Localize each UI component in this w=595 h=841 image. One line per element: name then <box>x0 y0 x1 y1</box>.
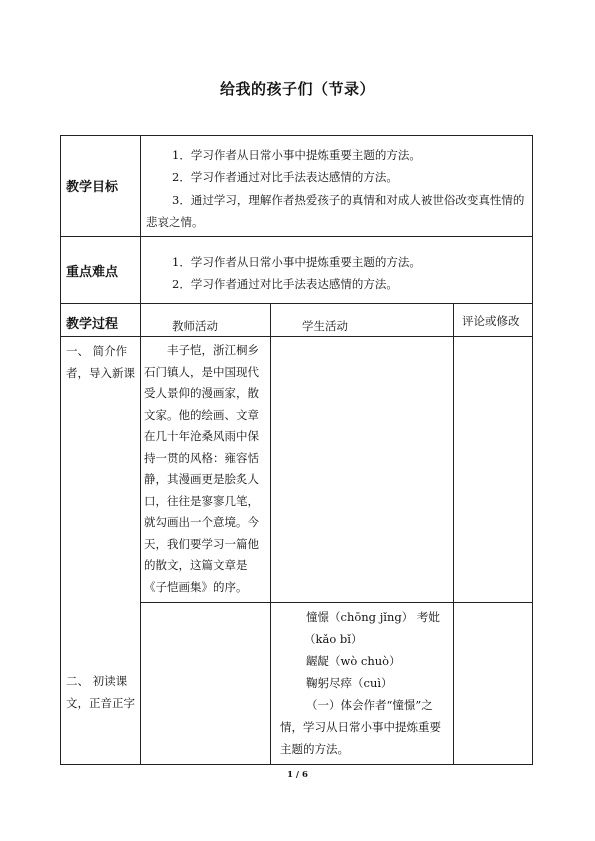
step2-student-line-1: 憧憬（chōng jǐng） 考妣 <box>306 610 440 624</box>
step1-title: 一、 简介作者，导入新课 <box>66 344 135 380</box>
page-number: 1 / 6 <box>287 770 308 780</box>
page-title: 给我的孩子们（节录） <box>219 80 375 98</box>
step2-student-line-6: 情，学习从日常小事中提炼重要 <box>280 720 441 734</box>
column-student-activity: 学生活动 <box>302 319 348 333</box>
step2-student-line-5: （一）体会作者“憧憬”之 <box>306 698 433 712</box>
key-point-item-2: 2．学习作者通过对比手法表达感情的方法。 <box>172 277 398 291</box>
step2-student-line-4: 鞠躬尽瘁（cuì） <box>306 676 393 690</box>
step2-student-line-2: （kǎo bǐ） <box>304 632 363 646</box>
key-points-label: 重点难点 <box>66 265 119 280</box>
step2-student-line-3: 龌龊（wò chuò） <box>306 654 401 668</box>
objectives-label: 教学目标 <box>66 180 119 195</box>
step2-student-line-7: 主题的方法。 <box>280 742 349 756</box>
step2-title: 二、 初读课文，正音正字 <box>66 674 135 710</box>
process-label: 教学过程 <box>66 317 119 332</box>
objective-item-1: 1．学习作者从日常小事中提炼重要主题的方法。 <box>172 148 421 162</box>
step1-teacher-activity: 丰子恺，浙江桐乡石门镇人，是中国现代受人景仰的漫画家，散文家。他的绘画、文章在几十年沧桑风雨中保持一贯的风格：雍容恬静，其漫画更是脍炙人口，往往是寥寥几笔，就勾画出一个意境。今天，我们要学习一篇他的散文，这篇文章是《子恺画集》的序。 <box>144 343 259 594</box>
column-teacher-activity: 教师活动 <box>172 319 218 333</box>
objective-item-2: 2．学习作者通过对比手法表达感情的方法。 <box>172 170 398 184</box>
objective-item-3: 3．通过学习，理解作者热爱孩子的真情和对成人被世俗改变真性情的悲哀之情。 <box>146 193 525 229</box>
column-comment: 评论或修改 <box>462 314 520 328</box>
key-point-item-1: 1．学习作者从日常小事中提炼重要主题的方法。 <box>172 255 421 269</box>
